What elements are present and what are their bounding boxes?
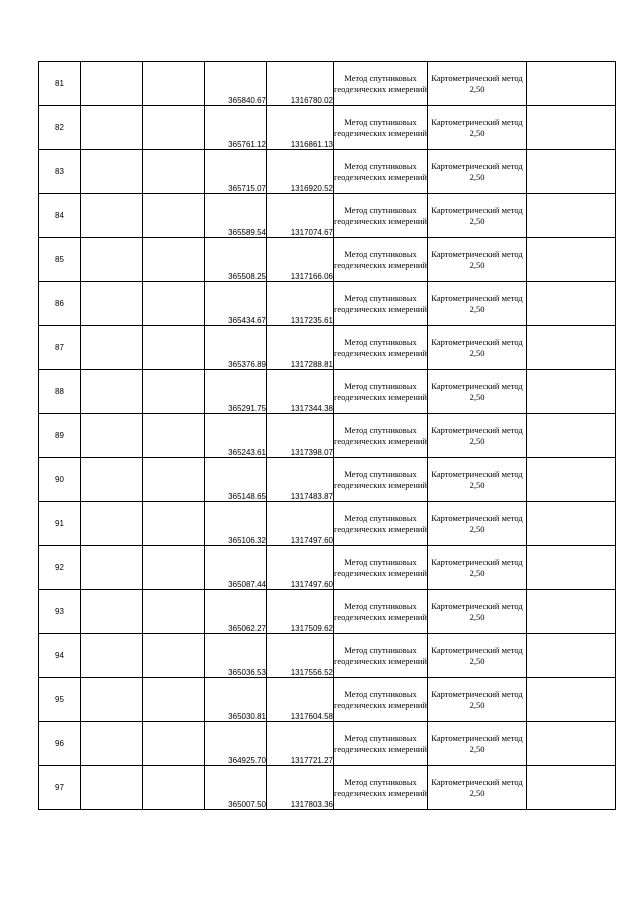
table-row [39, 326, 616, 370]
method-cell: Метод спутниковых геодезических измерений [334, 282, 428, 326]
accuracy-cell: Картометрический метод 2,50 [428, 62, 527, 106]
coordinate-x-cell: 365291.75 [205, 370, 267, 414]
table-row [39, 150, 616, 194]
accuracy-cell: Картометрический метод 2,50 [428, 194, 527, 238]
point-number-cell: 93 [39, 590, 81, 634]
empty-cell [143, 722, 205, 766]
empty-cell [527, 458, 616, 502]
accuracy-cell: Картометрический метод 2,50 [428, 414, 527, 458]
empty-cell [143, 634, 205, 678]
empty-cell [527, 722, 616, 766]
method-cell: Метод спутниковых геодезических измерений [334, 546, 428, 590]
method-cell: Метод спутниковых геодезических измерений [334, 590, 428, 634]
accuracy-cell: Картометрический метод 2,50 [428, 766, 527, 810]
empty-cell [527, 282, 616, 326]
table-row [39, 238, 616, 282]
coordinate-x-cell: 365589.54 [205, 194, 267, 238]
empty-cell [81, 546, 143, 590]
coordinate-y-cell: 1317721.27 [267, 722, 334, 766]
accuracy-cell: Картометрический метод 2,50 [428, 722, 527, 766]
empty-cell [81, 502, 143, 546]
method-cell: Метод спутниковых геодезических измерений [334, 106, 428, 150]
empty-cell [527, 106, 616, 150]
point-number-cell: 87 [39, 326, 81, 370]
empty-cell [527, 502, 616, 546]
coordinate-x-cell: 365761.12 [205, 106, 267, 150]
method-cell: Метод спутниковых геодезических измерений [334, 150, 428, 194]
point-number-cell: 97 [39, 766, 81, 810]
point-number-cell: 91 [39, 502, 81, 546]
table-row [39, 194, 616, 238]
empty-cell [143, 546, 205, 590]
table-row [39, 414, 616, 458]
accuracy-cell: Картометрический метод 2,50 [428, 238, 527, 282]
method-cell: Метод спутниковых геодезических измерений [334, 634, 428, 678]
coordinate-y-cell: 1317497.60 [267, 502, 334, 546]
method-cell: Метод спутниковых геодезических измерений [334, 370, 428, 414]
empty-cell [143, 370, 205, 414]
table-row [39, 678, 616, 722]
coordinate-y-cell: 1317344.38 [267, 370, 334, 414]
coordinate-x-cell: 365106.32 [205, 502, 267, 546]
empty-cell [527, 150, 616, 194]
coordinate-y-cell: 1317074.67 [267, 194, 334, 238]
method-cell: Метод спутниковых геодезических измерений [334, 722, 428, 766]
accuracy-cell: Картометрический метод 2,50 [428, 370, 527, 414]
point-number-cell: 88 [39, 370, 81, 414]
coordinate-x-cell: 365715.07 [205, 150, 267, 194]
table-row [39, 458, 616, 502]
coordinate-y-cell: 1317509.62 [267, 590, 334, 634]
point-number-cell: 86 [39, 282, 81, 326]
empty-cell [527, 326, 616, 370]
empty-cell [81, 150, 143, 194]
accuracy-cell: Картометрический метод 2,50 [428, 634, 527, 678]
table-row [39, 634, 616, 678]
point-number-cell: 81 [39, 62, 81, 106]
coordinate-x-cell: 365243.61 [205, 414, 267, 458]
empty-cell [81, 62, 143, 106]
empty-cell [81, 238, 143, 282]
empty-cell [81, 194, 143, 238]
empty-cell [81, 590, 143, 634]
method-cell: Метод спутниковых геодезических измерений [334, 678, 428, 722]
empty-cell [81, 106, 143, 150]
coordinate-x-cell: 365434.67 [205, 282, 267, 326]
point-number-cell: 83 [39, 150, 81, 194]
point-number-cell: 85 [39, 238, 81, 282]
empty-cell [81, 326, 143, 370]
coordinate-x-cell: 365030.81 [205, 678, 267, 722]
table-row [39, 370, 616, 414]
empty-cell [143, 282, 205, 326]
coordinate-x-cell: 364925.70 [205, 722, 267, 766]
accuracy-cell: Картометрический метод 2,50 [428, 590, 527, 634]
table-body [39, 62, 616, 810]
point-number-cell: 92 [39, 546, 81, 590]
empty-cell [527, 546, 616, 590]
coordinate-y-cell: 1317604.58 [267, 678, 334, 722]
empty-cell [81, 458, 143, 502]
coordinate-y-cell: 1316920.52 [267, 150, 334, 194]
method-cell: Метод спутниковых геодезических измерений [334, 238, 428, 282]
empty-cell [527, 194, 616, 238]
empty-cell [527, 370, 616, 414]
method-cell: Метод спутниковых геодезических измерений [334, 458, 428, 502]
empty-cell [81, 678, 143, 722]
empty-cell [81, 634, 143, 678]
empty-cell [143, 678, 205, 722]
empty-cell [143, 238, 205, 282]
empty-cell [143, 590, 205, 634]
coordinate-y-cell: 1317235.61 [267, 282, 334, 326]
method-cell: Метод спутниковых геодезических измерений [334, 766, 428, 810]
table-row [39, 282, 616, 326]
empty-cell [143, 414, 205, 458]
accuracy-cell: Картометрический метод 2,50 [428, 546, 527, 590]
coordinate-y-cell: 1316780.02 [267, 62, 334, 106]
table-row [39, 546, 616, 590]
point-number-cell: 96 [39, 722, 81, 766]
table-row [39, 766, 616, 810]
accuracy-cell: Картометрический метод 2,50 [428, 106, 527, 150]
method-cell: Метод спутниковых геодезических измерений [334, 62, 428, 106]
accuracy-cell: Картометрический метод 2,50 [428, 282, 527, 326]
coordinate-x-cell: 365007.50 [205, 766, 267, 810]
method-cell: Метод спутниковых геодезических измерений [334, 326, 428, 370]
empty-cell [81, 722, 143, 766]
empty-cell [81, 766, 143, 810]
coordinate-y-cell: 1316861.13 [267, 106, 334, 150]
empty-cell [527, 590, 616, 634]
empty-cell [143, 150, 205, 194]
table-row [39, 62, 616, 106]
method-cell: Метод спутниковых геодезических измерений [334, 414, 428, 458]
coordinate-y-cell: 1317166.06 [267, 238, 334, 282]
coordinate-y-cell: 1317497.60 [267, 546, 334, 590]
table-row [39, 502, 616, 546]
empty-cell [143, 106, 205, 150]
point-number-cell: 94 [39, 634, 81, 678]
empty-cell [81, 370, 143, 414]
empty-cell [143, 766, 205, 810]
accuracy-cell: Картометрический метод 2,50 [428, 678, 527, 722]
coordinate-x-cell: 365087.44 [205, 546, 267, 590]
empty-cell [527, 766, 616, 810]
empty-cell [143, 194, 205, 238]
table-row [39, 722, 616, 766]
coordinate-x-cell: 365062.27 [205, 590, 267, 634]
table-row [39, 106, 616, 150]
coordinate-x-cell: 365376.89 [205, 326, 267, 370]
accuracy-cell: Картометрический метод 2,50 [428, 502, 527, 546]
point-number-cell: 89 [39, 414, 81, 458]
coordinate-y-cell: 1317483.87 [267, 458, 334, 502]
accuracy-cell: Картометрический метод 2,50 [428, 150, 527, 194]
coordinate-x-cell: 365036.53 [205, 634, 267, 678]
method-cell: Метод спутниковых геодезических измерений [334, 194, 428, 238]
point-number-cell: 95 [39, 678, 81, 722]
empty-cell [143, 502, 205, 546]
coordinate-y-cell: 1317803.36 [267, 766, 334, 810]
table-row [39, 590, 616, 634]
point-number-cell: 84 [39, 194, 81, 238]
empty-cell [527, 238, 616, 282]
empty-cell [143, 62, 205, 106]
empty-cell [527, 62, 616, 106]
empty-cell [81, 414, 143, 458]
empty-cell [527, 414, 616, 458]
coordinate-x-cell: 365840.67 [205, 62, 267, 106]
coordinate-y-cell: 1317398.07 [267, 414, 334, 458]
coordinates-table [38, 61, 616, 810]
empty-cell [527, 678, 616, 722]
coordinate-y-cell: 1317556.52 [267, 634, 334, 678]
method-cell: Метод спутниковых геодезических измерений [334, 502, 428, 546]
coordinate-x-cell: 365508.25 [205, 238, 267, 282]
accuracy-cell: Картометрический метод 2,50 [428, 326, 527, 370]
coordinate-y-cell: 1317288.81 [267, 326, 334, 370]
empty-cell [527, 634, 616, 678]
accuracy-cell: Картометрический метод 2,50 [428, 458, 527, 502]
point-number-cell: 90 [39, 458, 81, 502]
empty-cell [81, 282, 143, 326]
empty-cell [143, 458, 205, 502]
empty-cell [143, 326, 205, 370]
coordinate-x-cell: 365148.65 [205, 458, 267, 502]
point-number-cell: 82 [39, 106, 81, 150]
